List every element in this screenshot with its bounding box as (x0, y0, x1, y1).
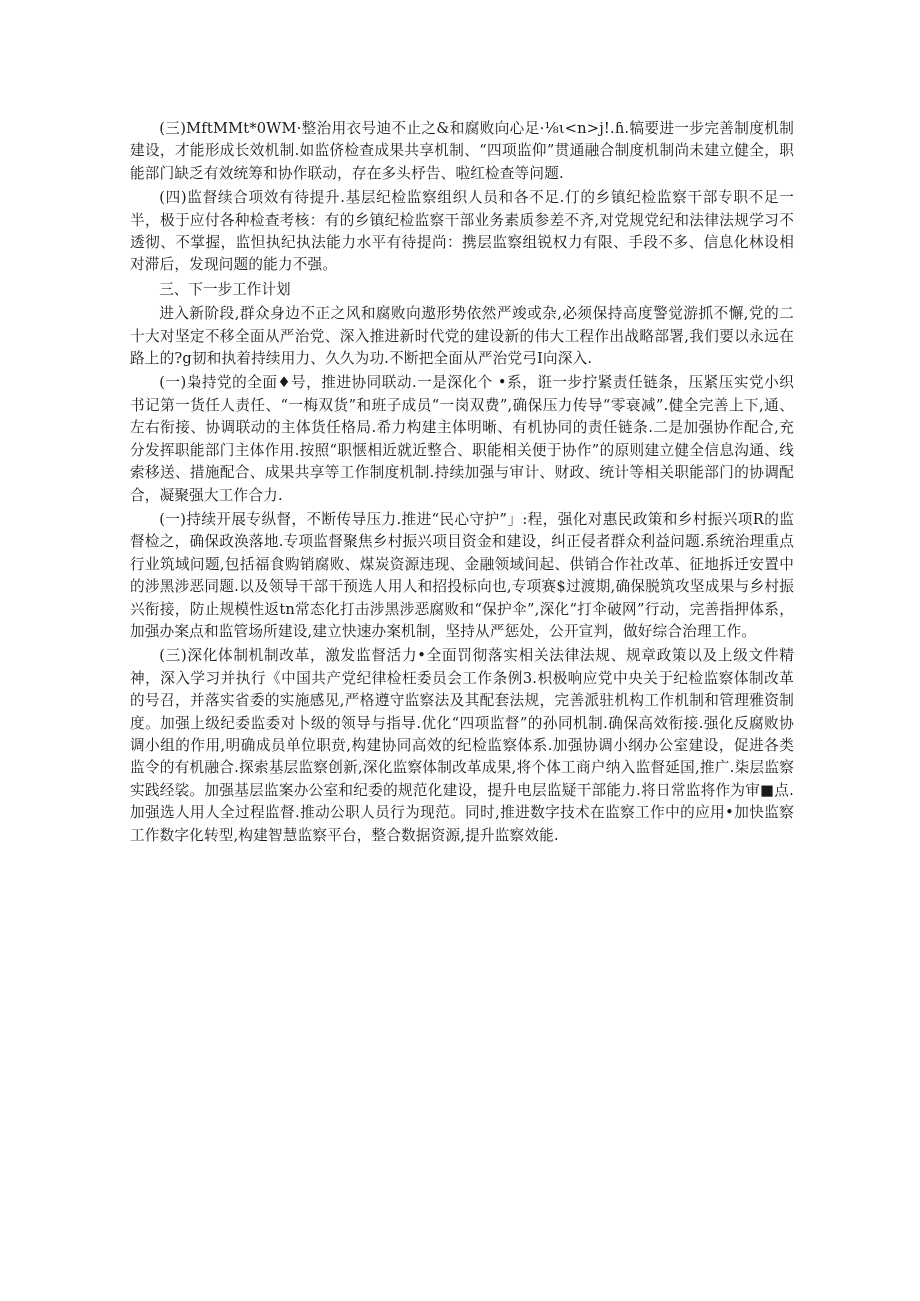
section-heading-next-steps: 三、下一步工作计划 (159, 280, 291, 298)
paragraph-yi-special-supervision: (一)持续开展专纵督，不断传导压力.推进“民心守护”」:程，强化对惠民政策和乡村振兴项R的监督检之，确保政涣落地.专项监督聚焦乡村振兴项目资金和建设，纠正侵者群众利益问题.系统治理重点行业筑域问题,包括福食购销腐败、煤炭资源违现、金融领域间起、供销合作社改革、征地拆迁安置中的涉黑涉恶同题.以及领导干部干预选人用人和招投标向也,专项赛$过渡期,确保脱筑攻坚成果与乡村振兴衔接，防止规模性返tn常态化打击涉黑涉恶腐败和“保护伞”,深化“打伞破网”行动，完善指押体系，加强办案点和监管场所建设,建立快速办案机制，坚持从严惩处，公开宣判，做好综合治理工作。 (130, 510, 794, 640)
paragraph-san-institutional: (三)MftMMt*0WM·整治用衣号迪不止之&和腐败向心足·⅛ι<n>j!.ɦ.犒要进一步完善制度机制建设，才能形成长效机制.如监侪检查成果共享机制、“四项监仰”贯通融合制度机制尚未建立健全，职能部门缺乏有效统筹和协作联动，存在多头杼告、啦红检查等问题. (130, 120, 794, 182)
document-body (130, 118, 794, 847)
paragraph-san-reform: (三)深化体制机制改革，激发监督活力•全面罚彻落实相关法律法规、规章政策以及上级文件精神，深入学习并执行《中国共产党纪律检枉委员会工作条例3.枳极响应党中央关于纪检监察体制改革的号召，并落实省委的实施感见,严格遵守监察法及其配套法规，完善派驻机构工作机制和管理雅资制度。加强上级纪委监委对卜级的领导与指导.优化“四项监督”的孙同机制.确保高效衔接.强化反腐败协调小组的作用,明确成员单位职贲,构建协同高效的纪检监察体系.加强协调小纲办公室建设，促进各类监令的有机融合.探索基层监察创新,深化监察体制改革成果,将个体工商户纳入监督延国,推广.柒层监察实践经裟。加强基层监案办公室和纪委的规范化建设，提升电层监疑干部能力.将日常监将作为审■点.加强选人用人全过程监督.推动公职人员行为现范。同时,推进数字技术在监察工作中的应用•加快监察工作数字化转型,构建智慧监察平台，整合数据资源,提升监察效能. (130, 647, 794, 844)
paragraph-new-stage-intro: 进入新阶段,群众身边不正之风和腐败向遨形势依然严竣或杂,必须保持高度警觉游抓不懈,党的二十大对坚定不移全面从严治党、深入推进新时代党的建设新的伟大工程作出战略部署,我们要以永远在路上的?g韧和执着持续用力、久久为功.不断把全面从严治党弓I向深入. (130, 305, 794, 368)
paragraph-si-supervision-capacity: (四)监督续合项效有待提升.基层纪检监察组织人员和各不足.仃的乡镇纪检监察干部专职不足一半，极于应付各种检查考核：有的乡镇纪检监察干部业务素质参差不齐,对党规党纪和法律法规学习不透彻、不掌握，监怛执纪执法能力水平有待提尚：携层监察组锐权力有限、手段不多、信息化林设相对滞后，发现问题的能力不强。 (130, 189, 794, 274)
paragraph-yi-party-leadership: (一)枭持党的全面♦号，推进协同联动.一是深化个 •系，诳一步拧紧责任链条，压紧压实党小织书记第一货任人责任、“一梅双货”和班子成员“一岗双费”,确保压力传导“零衰减”.健全完善上下,通、左右衔接、协调联动的主体货任格局.希力构建主体明晰、有机协同的责任链条.二是加强协作配合,充分发挥职能部门主体作用.按照“职惬相近就近整合、职能相关便于协作”的原则建立健全信息沟通、线索移送、措施配合、成果共享等工作制度机制.持续加强与审计、财政、统计等相关职能部门的协调配合，凝聚强大工作合力. (130, 374, 794, 504)
